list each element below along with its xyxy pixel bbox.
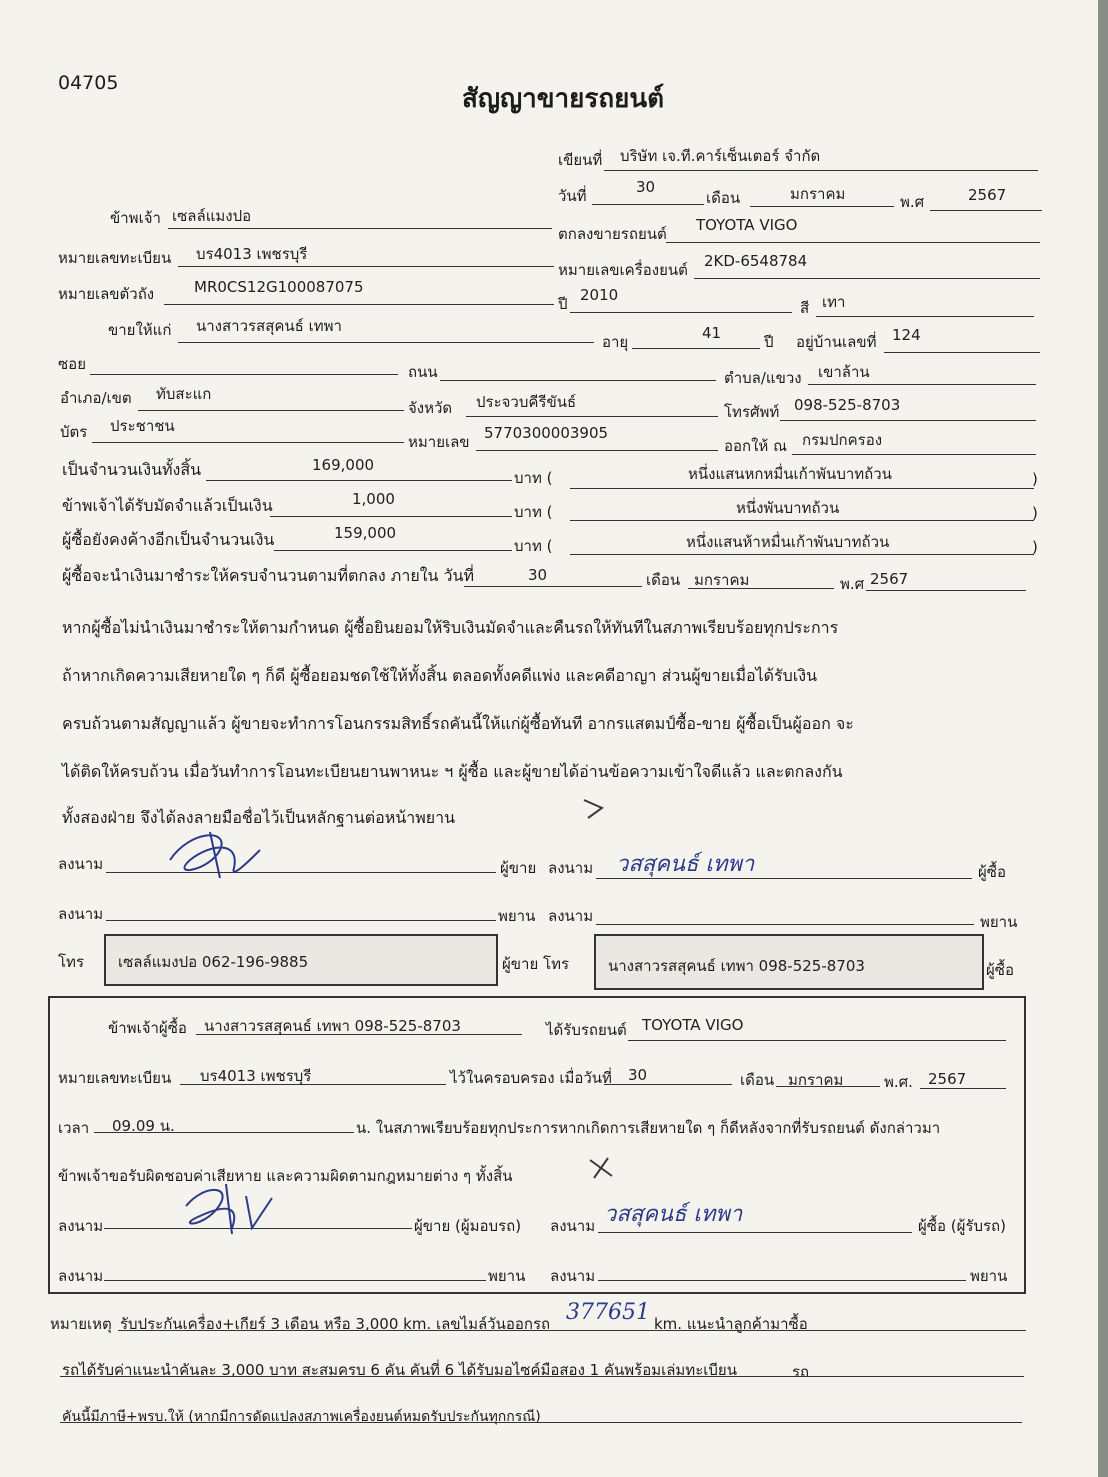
due-year-label: พ.ศ [840,575,865,593]
sell-to-label: ขายให้แก่ [108,321,172,339]
card-label: บัตร [60,423,88,441]
receipt-buyer-sign-line [598,1232,912,1233]
engine-label: หมายเลขเครื่องยนต์ [558,261,688,279]
due-year-line [866,590,1026,591]
receipt-buyer-label: ข้าพเจ้าผู้ซื้อ [108,1019,187,1037]
age-line [632,348,760,349]
age-unit-label: ปี [764,333,774,351]
buyer-name: นางสาวรสสุคนธ์ เทพา [196,317,342,335]
seller-sign-label: ลงนาม [58,855,104,873]
card-no-value: 5770300003905 [484,424,609,442]
color-value: เทา [822,293,846,311]
age-value: 41 [702,324,722,342]
soi-line [90,374,398,375]
due-month-label: เดือน [646,571,681,589]
remarks-label: หมายเหตุ [50,1315,112,1333]
remarks-underline-2 [60,1376,1024,1377]
document-number: 04705 [58,72,119,94]
receipt-witness1-role: พยาน [488,1267,526,1285]
buyer-signature: วสสุคนธ์ เทพา [616,852,755,877]
time-value: 09.09 น. [112,1117,175,1135]
receipt-seller-signature-icon [156,1176,286,1238]
reg-line [178,266,554,267]
buyer-name-line [178,342,594,343]
chassis-value: MR0CS12G100087075 [194,278,364,296]
possess-label: ไว้ในครอบครอง เมื่อวันที่ [450,1069,612,1087]
receipt-witness1-line [104,1280,486,1281]
seller-label: ข้าพเจ้า [110,209,161,227]
card-value: ประชาชน [110,417,175,435]
car-model: TOYOTA VIGO [696,216,798,234]
written-at-line [604,170,1038,171]
model-line [666,242,1040,243]
issued-label: ออกให้ ณ [724,437,787,455]
buyer-sign-label: ลงนาม [548,859,594,877]
seller-signature-icon [150,820,280,882]
received-label: ได้รับรถยนต์ [546,1021,627,1039]
check-mark-icon [580,796,610,822]
total-words-line [570,488,1034,489]
receipt-witness2-line [598,1280,966,1281]
province-value: ประจวบคีรีขันธ์ [476,393,577,411]
receipt-day-line [604,1084,732,1085]
month-value: มกราคม [790,185,846,203]
remarks-line-3: คันนี้มีภาษี+พรบ.ให้ (หากมีการดัดแปลงสภาพเครื่องยนต์หมดรับประกันทุกกรณี) [62,1409,541,1425]
engine-value: 2KD-6548784 [704,252,808,270]
receipt-buyer-sign-label: ลงนาม [550,1217,596,1235]
receipt-year-label: พ.ศ. [884,1073,913,1091]
receipt-day: 30 [628,1066,648,1084]
subdistrict-label: ตำบล/แขวง [724,369,802,387]
receipt-year-line [920,1088,1006,1089]
day-line [592,204,704,205]
province-label: จังหวัด [408,399,453,417]
seller-phone-role: ผู้ขาย โทร [502,955,570,973]
receipt-month-label: เดือน [740,1071,775,1089]
issued-line [792,454,1036,455]
day-value: 30 [636,178,656,196]
seller-contact-box [104,934,498,986]
receipt-seller-role: ผู้ขาย (ผู้มอบรถ) [414,1217,522,1235]
road-label: ถนน [408,363,438,381]
agree-sell-label: ตกลงขายรถยนต์ [558,225,667,243]
witness1-role: พยาน [498,907,536,925]
phone-line [780,420,1036,421]
terms-line-2: ถ้าหากเกิดความเสียหายใด ๆ ก็ดี ผู้ซื้อยอมชดใช้ให้ทั้งสิ้น ตลอดทั้งคดีแพ่ง และคดีอาญา ส่วนผู้ขายเมื่อได้รับเงิน [62,666,818,685]
buyer-role: ผู้ซื้อ [978,863,1006,881]
car-year-label: ปี [558,295,568,313]
received-line [628,1040,1006,1041]
seller-role: ผู้ขาย [500,859,537,877]
deposit-close-paren: ) [1032,504,1038,522]
engine-line [694,278,1040,279]
total-words: หนึ่งแสนหกหมื่นเก้าพันบาทถ้วน [688,465,892,483]
car-year-line [570,312,792,313]
receipt-seller-sign-label: ลงนาม [58,1217,104,1235]
document-title: สัญญาขายรถยนต์ [462,84,664,114]
due-month: มกราคม [694,571,750,589]
liability-text: ข้าพเจ้าขอรับผิดชอบค่าเสียหาย และความผิดตามกฎหมายต่าง ๆ ทั้งสิ้น [58,1167,513,1185]
remain-line [274,550,512,551]
cross-mark-icon [586,1154,618,1182]
terms-line-5: ทั้งสองฝ่าย จึงได้ลงลายมือชื่อไว้เป็นหลักฐานต่อหน้าพยาน [62,808,456,827]
deposit-words: หนึ่งพันบาทถ้วน [736,499,840,517]
terms-line-4: ได้ติดให้ครบถ้วน เมื่อวันทำการโอนทะเบียนยานพาหนะ ฯ ผู้ซื้อ และผู้ขายได้อ่านข้อความเข้าใจดีแล้ว และตกลงกัน [62,762,843,781]
remain-close-paren: ) [1032,538,1038,556]
buyer-phone-role: ผู้ซื้อ [986,961,1014,979]
witness2-sign-label: ลงนาม [548,907,594,925]
witness1-line [106,920,496,921]
remain-words-line [570,554,1034,555]
phone-label: โทรศัพท์ [724,403,780,421]
receipt-month: มกราคม [788,1071,844,1089]
card-line [92,442,404,443]
remain-words: หนึ่งแสนห้าหมื่นเก้าพันบาทถ้วน [686,533,890,551]
receipt-witness2-role: พยาน [970,1267,1008,1285]
written-at-label: เขียนที่ [558,151,603,169]
remarks-line-1-end: km. แนะนำลูกค้ามาซื้อ [654,1315,808,1333]
terms-line-3: ครบถ้วนตามสัญญาแล้ว ผู้ขายจะทำการโอนกรรมสิทธิ์รถคันนี้ให้แก่ผู้ซื้อทันที อากรแสตมป์ซื้อ-ขาย ผู้ซื้อเป็นผู้ออก จะ [62,714,854,733]
receipt-witness2-label: ลงนาม [550,1267,596,1285]
age-label: อายุ [602,333,629,351]
total-close-paren: ) [1032,470,1038,488]
receipt-reg-label: หมายเลขทะเบียน [58,1069,172,1087]
receipt-buyer: นางสาวรสสุคนธ์ เทพา 098-525-8703 [204,1017,461,1035]
receipt-year: 2567 [928,1070,967,1088]
terms-line-1: หากผู้ซื้อไม่นำเงินมาชำระให้ตามกำหนด ผู้ซื้อยินยอมให้ริบเงินมัดจำและคืนรถให้ทันทีในสภาพเรียบร้อยทุกประการ [62,618,839,637]
written-at-value: บริษัท เจ.ที.คาร์เซ็นเตอร์ จำกัด [620,147,821,165]
remain-label: ผู้ซื้อยังคงค้างอีกเป็นจำนวนเงิน [62,530,275,549]
deposit-words-line [570,520,1034,521]
witness2-role: พยาน [980,913,1018,931]
year-value: 2567 [968,186,1007,204]
chassis-label: หมายเลขตัวถัง [58,285,155,303]
remarks-underline-1 [118,1330,1026,1331]
receipt-witness1-label: ลงนาม [58,1267,104,1285]
remarks-underline-3 [60,1422,1022,1423]
time-label: เวลา [58,1119,90,1137]
witness1-sign-label: ลงนาม [58,905,104,923]
year-label: พ.ศ [900,193,925,211]
issued-value: กรมปกครอง [802,431,883,449]
phone-value: 098-525-8703 [794,396,901,414]
card-no-label: หมายเลข [408,433,470,451]
month-label: เดือน [706,189,741,207]
deposit-value: 1,000 [352,490,395,508]
total-label: เป็นจำนวนเงินทั้งสิ้น [62,460,202,479]
total-value: 169,000 [312,456,375,474]
receipt-buyer-signature: วสสุคนธ์ เทพา [604,1202,743,1227]
month-line [750,206,894,207]
subdistrict-line [808,384,1036,385]
house-line [884,352,1040,353]
received-model: TOYOTA VIGO [642,1016,744,1034]
car-year-value: 2010 [580,286,619,304]
seller-phone-label: โทร [58,953,85,971]
total-baht-label: บาท ( [514,469,553,487]
district-value: ทับสะแก [156,385,212,403]
remain-baht-label: บาท ( [514,537,553,555]
receipt-buyer-role: ผู้ซื้อ (ผู้รับรถ) [918,1217,1006,1235]
soi-label: ซอย [58,355,86,373]
witness2-line [596,924,974,925]
seller-line [168,228,552,229]
color-label: สี [800,299,810,317]
remarks-line-2: รถได้รับค่าแนะนำคันละ 3,000 บาท สะสมครบ 6 คัน คันที่ 6 ได้รับมอไซค์มือสอง 1 คันพร้อมเล่มทะเบียน [62,1361,737,1379]
deposit-line [270,516,512,517]
district-line [138,410,404,411]
card-no-line [476,450,718,451]
due-year: 2567 [870,570,909,588]
remain-value: 159,000 [334,524,397,542]
receipt-reg: บร4013 เพชรบุรี [200,1067,312,1085]
due-label: ผู้ซื้อจะนำเงินมาชำระให้ครบจำนวนตามที่ตกลง ภายใน วันที่ [62,566,475,585]
reg-value: บร4013 เพชรบุรี [196,245,308,263]
buyer-contact: นางสาวรสสุคนธ์ เทพา 098-525-8703 [608,957,865,975]
color-line [816,316,1034,317]
date-label: วันที่ [558,187,587,205]
seller-name: เซลล์แมงปอ [172,207,252,225]
deposit-label: ข้าพเจ้าได้รับมัดจำแล้วเป็นเงิน [62,496,273,515]
reg-label: หมายเลขทะเบียน [58,249,172,267]
house-value: 124 [892,326,921,344]
mileage-value: 377651 [566,1300,650,1325]
remarks-line-1: รับประกันเครื่อง+เกียร์ 3 เดือน หรือ 3,000 km. เลขไมล์วันออกรถ [120,1315,551,1333]
condition-text: น. ในสภาพเรียบร้อยทุกประการหากเกิดการเสียหายใด ๆ ก็ดีหลังจากที่รับรถยนต์ ดังกล่าวมา [356,1119,941,1137]
chassis-line [164,304,554,305]
total-line [206,480,512,481]
due-day-line [464,586,642,587]
province-line [466,416,718,417]
subdistrict-value: เขาล้าน [818,363,870,381]
buyer-contact-box [594,934,984,990]
year-line [930,210,1042,211]
remarks-line-2-end: รถ [792,1363,810,1381]
seller-contact: เซลล์แมงปอ 062-196-9885 [118,953,309,971]
road-line [440,380,716,381]
district-label: อำเภอ/เขต [60,389,132,407]
house-label: อยู่บ้านเลขที่ [796,333,877,351]
due-day: 30 [528,566,548,584]
deposit-baht-label: บาท ( [514,503,553,521]
